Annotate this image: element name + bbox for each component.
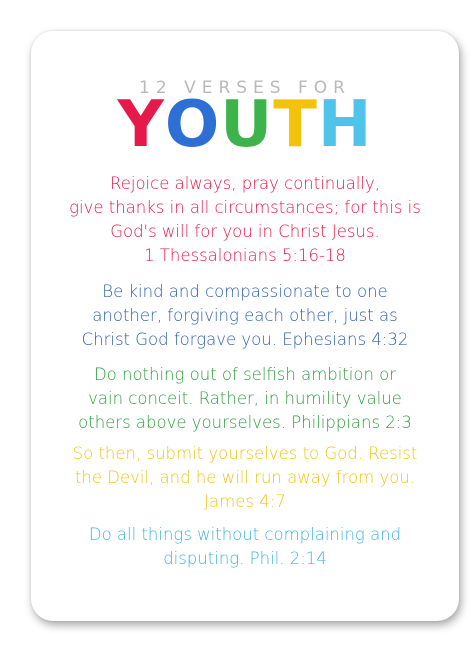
- title-letter: Y: [117, 88, 165, 162]
- title-letter: T: [273, 88, 318, 162]
- verse-line: give thanks in all circumstances; for this is: [69, 198, 421, 217]
- verse-block: [41, 172, 449, 268]
- verse-line: Rejoice always, pray continually,: [109, 174, 381, 193]
- verse-block: [41, 363, 449, 435]
- verse-line: Do all things without complaining and: [88, 525, 402, 544]
- verse-line: Do nothing out of selfish ambition or: [93, 365, 397, 384]
- verse-block: [41, 280, 449, 352]
- verse-reference: James 4:7: [204, 492, 286, 511]
- verse-block: [41, 523, 449, 571]
- verse-card: [31, 31, 459, 621]
- title-letter: O: [164, 88, 221, 162]
- title-letter: U: [220, 88, 274, 162]
- verse-line: God's will for you in Christ Jesus.: [110, 222, 380, 241]
- verse-reference: 1 Thessalonians 5:16-18: [144, 246, 346, 265]
- verse-line: So then, submit yourselves to God. Resist: [72, 444, 418, 463]
- title-letter: H: [317, 88, 373, 162]
- verse-block: [41, 442, 449, 514]
- verse-line: disputing. Phil. 2:14: [163, 549, 327, 568]
- verse-line: vain conceit. Rather, in humility value: [88, 389, 402, 408]
- card-subtitle: 12 VERSES FOR: [139, 78, 351, 98]
- verse-line: Christ God forgave you. Ephesians 4:32: [81, 330, 409, 349]
- verse-line: another, forgiving each other, just as: [92, 306, 398, 325]
- verse-line: others above yourselves. Philippians 2:3: [78, 413, 412, 432]
- verse-line: the Devil, and he will run away from you.: [74, 468, 416, 487]
- verse-line: Be kind and compassionate to one: [102, 282, 388, 301]
